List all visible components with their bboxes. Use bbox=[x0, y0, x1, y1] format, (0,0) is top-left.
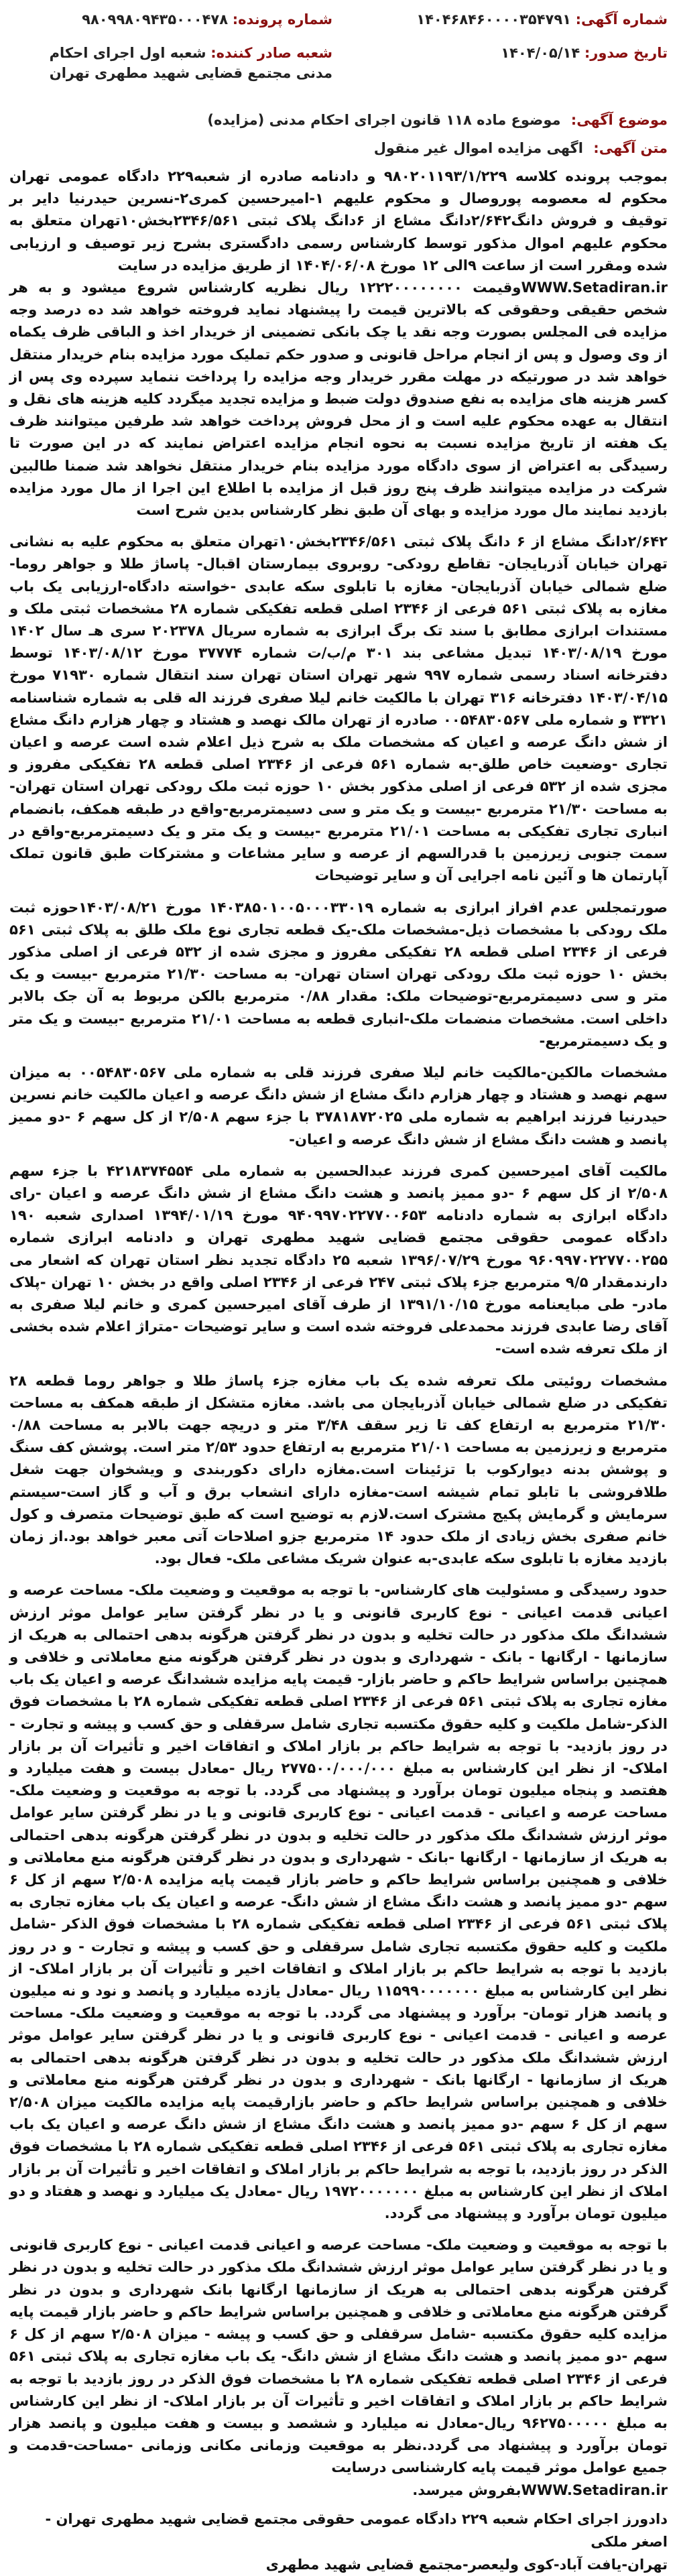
footer-signatory: دادورز اجرای احکام شعبه ۲۲۹ دادگاه عمومی حقوقی مجتمع قضایی شهید مطهری تهران - اصغر ملکی bbox=[45, 2510, 668, 2550]
notice-subject-row bbox=[9, 110, 668, 130]
notice-subject-value: موضوع ماده ۱۱۸ قانون اجرای احکام مدنی (مزایده) bbox=[207, 112, 561, 128]
issuing-branch-label: شعبه صادر کننده: bbox=[210, 45, 332, 61]
case-number-label: شماره پرونده: bbox=[232, 11, 332, 27]
legal-notice-page bbox=[9, 9, 668, 2573]
notice-text-title-row bbox=[9, 138, 668, 158]
notice-footer bbox=[9, 2508, 668, 2576]
paragraph-valuation: حدود رسیدگی و مسئولیت های کارشناس- با توجه به موقعیت و وضعیت ملک- مساحت عرصه و اعیانی قدمت اعیانی - نوع کاربری قانونی و یا در نظر گرفتن سایر عوامل موثر ارزش ششدانگ ملک مذکور در حالت تخلیه و بدون در نظر گرفتن هرگونه بدهی احتمالی به هریک از سازمانها - ارگانها - بانک - شهرداری و بدون در نظر گرفتن هرگونه منع معاملاتی و خلافی و همچنین براساس شرایط حاکم و حاضر بازار- قیمت پایه مزایده ششدانگ عرصه و اعیان یک باب مغازه تجاری به پلاک ثبتی ۵۶۱ فرعی از ۲۳۴۶ اصلی قطعه تفکیکی شماره ۲۸ با مشخصات فوق الذکر-شامل ملکیت و کلیه حقوق مکتسبه تجاری شامل سرقفلی و حق کسب و پیشه و تجارت - در روز بازدید- با توجه به شرایط حاکم بر بازار املاک و اتفاقات اخیر و تأثیرات آن بر بازار املاک- از نظر این کارشناس به مبلغ ۲۷۷۵۰۰/۰۰۰/۰۰۰ ریال -معادل بیست و هفت میلیارد و هفتصد و پنجاه میلیون تومان برآورد و پیشنهاد می گردد. با توجه به موقعیت و وضعیت ملک- مساحت عرصه و اعیانی - قدمت اعیانی - نوع کاربری قانونی و یا در نظر گرفتن سایر عوامل موثر ارزش ششدانگ ملک مذکور در حالت تخلیه و بدون در نظر گرفتن هرگونه بدهی احتمالی به هریک از سازمانها - ارگانها -بانک - شهرداری و بدون در نظر گرفتن هرگونه منع معاملاتی و خلافی و همچنین براساس شرایط حاکم و حاضر بازار قیمت پایه مزایده ۲/۵۰۸ سهم از کل ۶ سهم -دو ممیز پانصد و هشت دانگ مشاع از شش دانگ- عرصه و اعیان یک باب مغازه تجاری به پلاک ثبتی ۵۶۱ فرعی از ۲۳۴۶ اصلی قطعه تفکیکی شماره ۲۸ با مشخصات فوق الذکر -شامل ملکیت و کلیه حقوق مکتسبه تجاری شامل سرقفلی و حق کسب و پیشه و تجارت - و در روز بازدید با توجه به شرایط حاکم بر بازار املاک و اتفاقات اخیر و تأثیرات آن بر بازار املاک- از نظر این کارشناس به مبلغ ۱۱۵۹۹۰۰۰۰۰۰۰ ریال -معادل یازده میلیارد و پانصد و نود و نه میلیون و پانصد هزار تومان- برآورد و پیشنهاد می گردد. با توجه به موقعیت و وضعیت ملک- مساحت عرصه و اعیانی - قدمت اعیانی - نوع کاربری قانونی و یا در نظر گرفتن سایر عوامل موثر ارزش ششدانگ ملک مذکور در حالت تخلیه و بدون در نظر گرفتن هرگونه بدهی احتمالی به هریک از سازمانها - ارگانها بانک - شهرداری و بدون در نظر گرفتن هرگونه منع معاملاتی و خلافی و همچنین براساس شرایط حاکم و حاضر بازارقیمت پایه مزایده مالکیت میزان ۲/۵۰۸ سهم از کل ۶ سهم -دو ممیز پانصد و هشت دانگ مشاع از شش دانگ عرصه و اعیان یک باب مغازه تجاری به پلاک ثبتی ۵۶۱ فرعی از ۲۳۴۶ اصلی قطعه تفکیکی شماره ۲۸ با مشخصات فوق الذکر در روز بازدید، با توجه به شرایط حاکم بر بازار املاک و اتفاقات اخیر و تأثیرات آن بر بازار املاک از نظر این کارشناس به مبلغ ۱۹۷۲۰۰۰۰۰۰۰ ریال -معادل یک میلیارد و نهصد و هفتاد و دو میلیون تومان برآورد و پیشنهاد می گردد. bbox=[9, 1581, 668, 2222]
issuing-branch-row bbox=[17, 43, 332, 83]
notice-header bbox=[9, 9, 668, 110]
paragraph-owners: مشخصات مالکین-مالکیت خانم لیلا صفری فرزند قلی به شماره ملی ۰۰۵۴۸۳۰۵۶۷ به میزان سهم نهصد و هشتاد و چهار هزارم دانگ مشاع از شش دانگ عرصه و اعیان مالکیت خانم نسرین حیدرنیا فرزند ابراهیم به شماره ملی ۳۷۸۱۸۷۲۰۲۵ با جزء سهم ۲/۵۰۸ از کل سهم ۶ -دو ممیز پانصد و هشت دانگ مشاع از شش دانگ عرصه و اعیان- bbox=[9, 1063, 668, 1148]
issue-date-row bbox=[501, 43, 668, 63]
paragraph-partition-minutes: صورتمجلس عدم افراز ابرازی به شماره ۱۴۰۳۸۵۰۱۰۰۵۰۰۰۳۳۰۱۹ مورخ ۱۴۰۳/۰۸/۲۱حوزه ثبت ملک رودکی با مشخصات ذیل-مشخصات ملک-یک قطعه تجاری نوع ملک طلق به پلاک ثبتی ۵۶۱ فرعی از ۲۳۴۶ اصلی قطعه ۲۸ تفکیکی مفروز و مجزی شده از ۵۳۲ فرعی از اصلی مذکور بخش ۱۰ حوزه ثبت ملک رودکی تهران استان تهران- به مساحت ۲۱/۳۰ مترمربع -بیست و یک متر و سی دسیمترمربع-توضیحات ملک: مقدار ۰/۸۸ مترمربع بالکن مربوط به آن جک بالابر داخلی است. مشخصات منضمات ملک-انباری قطعه به مساحت ۲۱/۰۱ مترمربع -بیست و یک متر و یک دسیمترمربع- bbox=[9, 898, 668, 1049]
ad-number-label: شماره آگهی: bbox=[575, 11, 668, 27]
case-number-row bbox=[82, 9, 332, 29]
case-number-value: ۹۸۰۹۹۸۰۹۴۳۵۰۰۰۴۷۸ bbox=[82, 11, 229, 27]
issue-date-value: ۱۴۰۴/۰۵/۱۴ bbox=[501, 45, 580, 61]
paragraph-case-intro: بموجب پرونده کلاسه ۹۸۰۲۰۱۱۹۳/۱/۲۲۹ و دادنامه صادره از شعبه۲۲۹ دادگاه عمومی تهران محکوم له معصومه پوروصال و محکوم علیهم ۱-امیرحسین کمری۲-نسرین حیدرنیا دایر بر توقیف و فروش دانگ۲/۶۴۲دانگ مشاع از ۶دانگ پلاک ثبتی ۲۳۴۶/۵۶۱بخش۱۰تهران متعلق به محکوم علیهم اموال مذکور توسط کارشناس رسمی دادگستری بشرح زیر توصیف و ارزیابی شده ومقرر است از ساعت ۹الی ۱۲ مورخ ۱۴۰۴/۰۶/۰۸ از طریق مزایده در سایت bbox=[9, 168, 668, 273]
paragraph-goodwill-valuation: با توجه به موقعیت و وضعیت ملک- مساحت عرصه و اعیانی قدمت اعیانی - نوع کاربری قانونی و یا در نظر گرفتن سایر عوامل موثر ارزش ششدانگ ملک مذکور در حالت تخلیه و بدون در نظر گرفتن هرگونه بدهی احتمالی به هریک از سازمانها ارگانها بانک شهرداری و بدون در نظر گرفتن هرگونه منع معاملاتی و خلافی و همچنین براساس شرایط حاکم و حاضر بازار قیمت پایه مزایده کلیه حقوق مکتسبه -شامل سرقفلی و حق کسب و پیشه - میزان ۲/۵۰۸ سهم از کل ۶ سهم -دو ممیز پانصد و هشت دانگ مشاع از شش دانگ- یک باب مغازه تجاری به پلاک ثبتی ۵۶۱ فرعی از ۲۳۴۶ اصلی قطعه تفکیکی شماره ۲۸ با مشخصات فوق الذکر در روز بازدید با توجه به شرایط حاکم بر بازار املاک و اتفاقات اخیر و تأثیرات آن بر بازار املاک- از نظر این کارشناس به مبلغ ۹۶۲۷۵۰۰۰۰۰ ریال-معادل نه میلیارد و ششصد و بیست و هفت میلیون و پانصد هزار تومان برآورد و پیشنهاد می گردد.نظر به موقعیت وزمانی مکانی وزمانی -مساحت-قدمت و جمیع عوامل موثر قیمت پایه کارشناسی درسایت bbox=[9, 2236, 668, 2476]
paragraph-property-description: ۲/۶۴۲دانگ مشاع از ۶ دانگ پلاک ثبتی ۲۳۴۶/۵۶۱بخش۱۰تهران متعلق به محکوم علیه به نشانی تهران خیابان آذربایجان- تقاطع رودکی- روبروی بیمارستان اقبال- پاساژ طلا و جواهر روما-ضلع شمالی خیابان آذربایجان- مغازه با تابلوی سکه عابدی -خواسته دادگاه-ارزیابی یک باب مغازه به پلاک ثبتی ۵۶۱ فرعی از ۲۳۴۶ اصلی قطعه تفکیکی شماره ۲۸ مشخصات ثبتی ملک و مستندات ابرازی مطابق با سند تک برگ ابرازی به شماره سریال ۲۰۲۳۷۸ سری هـ سال ۱۴۰۲ مورخ ۱۴۰۳/۰۸/۱۹ تبدیل مشاعی بند ۳۰۱ م/ب/ت شماره ۳۷۷۷۴ مورخ ۱۴۰۳/۰۸/۱۲ توسط دفترخانه اسناد رسمی شماره ۹۹۷ شهر تهران استان تهران سند انتقال شماره ۷۱۹۳۰ مورخ ۱۴۰۳/۰۴/۱۵ دفترخانه ۳۱۶ تهران با مالکیت خانم لیلا صفری فرزند اله قلی به شماره شناسنامه ۳۳۲۱ و شماره ملی ۰۰۵۴۸۳۰۵۶۷ صادره از تهران مالک نهصد و هشتاد و چهار هزارم دانگ مشاع از شش دانگ عرصه و اعیان که مشخصات ملک به شرح ذیل اعلام شده است عرصه و اعیان تجاری -وضعیت خاص طلق-به شماره ۵۶۱ فرعی از ۲۳۴۶ اصلی قطعه ۲۸ تفکیکی مفروز و مجزی شده از ۵۳۲ فرعی از اصلی مذکور بخش ۱۰ حوزه ثبت ملک رودکی تهران استان تهران- به مساحت ۲۱/۳۰ مترمربع -بیست و یک متر و سی دسیمترمربع-واقع در طبقه همکف، بانضمام انباری تجاری تفکیکی به مساحت ۲۱/۰۱ مترمربع -بیست و یک متر و یک دسیمترمربع-واقع در سمت جنوبی زیرزمین با قدرالسهم از عرصه و سایر مشاعات و مشترکات طبق قانون تملک آپارتمان ها و آئین نامه اجرایی آن و سایر توضیحات bbox=[9, 533, 668, 884]
notice-subject-label: موضوع آگهی: bbox=[570, 112, 668, 128]
ad-number-row bbox=[416, 9, 668, 29]
paragraph-auction-terms: WWW.Setadiran.irوقیمت ۱۲۲۲۰۰۰۰۰۰۰۰ ریال نظریه کارشناس شروع میشود و به هر شخص حقیقی وحقوقی که بالاترین قیمت را پیشنهاد نماید فروخته خواهد شد ده درصد وجه مزایده فی المجلس بصورت وجه نقد یا چک بانکی تضمینی از خریدار اخذ و الباقی ظرف یکماه از وی وصول و پس از انجام مراحل قانونی و صدور حکم تملیک مورد مزایده بنام خریدار منتقل خواهد شد در صورتیکه در مهلت مقرر خریدار وجه مزایده را پرداخت ننماید سپرده وی پس از کسر هزینه های مزایده به نفع صندوق دولت ضبط و مزایده تجدید میگردد کلیه هزینه های نقل و انتقال به عهده محکوم علیه است و از محل فروش پرداخت خواهد شد طرفین میتوانند ظرف یک هفته از تاریخ مزایده نسبت به نحوه انجام مزایده اعتراض نمایند که در این صورت تا رسیدگی به اعتراض از سوی دادگاه مورد مزایده بنام خریدار منتقل نخواهد شد ضمنا طالبین شرکت در مزایده میتوانند ظرف پنج روز قبل از مزایده با اطلاع این اجرا از مال مورد مزایده بازدید نمایند مال مورد مزایده و بهای آن طبق نظر کارشناس بدین شرح است bbox=[9, 279, 668, 519]
footer-address: تهران-یافت آباد-کوی ولیعصر-مجتمع قضایی شهید مطهری bbox=[265, 2556, 668, 2573]
paragraph-sale-site: WWW.Setadiran.irبفروش میرسد. bbox=[412, 2481, 668, 2498]
issuing-branch-value: شعبه اول اجرای احکام مدنی مجتمع قضایی شهید مطهری تهران bbox=[49, 45, 332, 81]
paragraph-owner-kamari: مالکیت آقای امیرحسین کمری فرزند عبدالحسین به شماره ملی ۴۲۱۸۳۷۴۵۵۴ با جزء سهم ۲/۵۰۸ از کل سهم ۶ -دو ممیز پانصد و هشت دانگ مشاع از شش دانگ عرصه و اعیان -رای دادگاه ابرازی به شماره دادنامه ۹۴۰۹۹۷۰۲۲۷۷۰۰۶۵۳ مورخ ۱۳۹۴/۰۱/۱۹ اصداری شعبه ۱۹۰ دادگاه عمومی حقوقی مجتمع قضایی شهید مطهری تهران و دادنامه ابرازی شماره ۹۶۰۹۹۷۰۲۲۷۷۰۰۲۵۵ مورخ ۱۳۹۶/۰۷/۲۹ شعبه ۲۵ دادگاه تجدید نظر استان تهران که اشعار می دارندمقدار ۹/۵ مترمربع جزء پلاک ثبتی ۲۴۷ فرعی از ۲۳۴۶ اصلی واقع در بخش ۱۰ تهران -پلاک مادر- طی مبایعنامه مورخ ۱۳۹۱/۱۰/۱۵ از طرف آقای امیرحسین کمری و خانم لیلا صفری به آقای رضا عابدی فرزند محمدعلی فروخته شده است و سایر توضیحات -متراژ اعلام شده بخشی از ملک تعرفه شده است- bbox=[9, 1162, 668, 1357]
notice-text-title: اگهی مزایده اموال غیر منقول bbox=[373, 140, 583, 156]
paragraph-visual-inspection: مشخصات روئیتی ملک تعرفه شده یک باب مغازه جزء پاساژ طلا و جواهر روما قطعه ۲۸ تفکیکی در ضلع شمالی خیابان آذربایجان می باشد. مغازه متشکل از طبقه همکف به مساحت ۲۱/۳۰ مترمربع به ارتفاع کف تا زیر سقف ۳/۴۸ متر و دریچه جهت بالابر به مساحت ۰/۸۸ مترمربع و زیرزمین به مساحت ۲۱/۰۱ مترمربع به ارتفاع حدود ۲/۵۳ متر است. پوشش کف سنگ و پوشش بدنه دیوارکوب با تزئینات است.مغازه دارای دکوربندی و ویشخوان جهت شغل طلافروشی با تابلو تمام شیشه است-مغازه دارای انشعاب برق و آب و گاز است-سیستم سرمایش و گرمایش پکیج مشترک است.لازم به توضیح است که طبق توضیحات متصرف و کول خانم صفری بخش زیادی از ملک حدود ۱۴ مترمربع جزو اصلاحات آتی معبر خواهد بود.از زمان بازدید مغازه با تابلوی سکه عابدی-به عنوان شریک مشاعی ملک- فعال بود. bbox=[9, 1371, 668, 1567]
ad-number-value: ۱۴۰۴۶۸۴۶۰۰۰۰۳۵۴۷۹۱ bbox=[416, 11, 571, 27]
notice-text-label: متن آگهی: bbox=[593, 140, 668, 156]
issue-date-label: تاریخ صدور: bbox=[584, 45, 668, 61]
